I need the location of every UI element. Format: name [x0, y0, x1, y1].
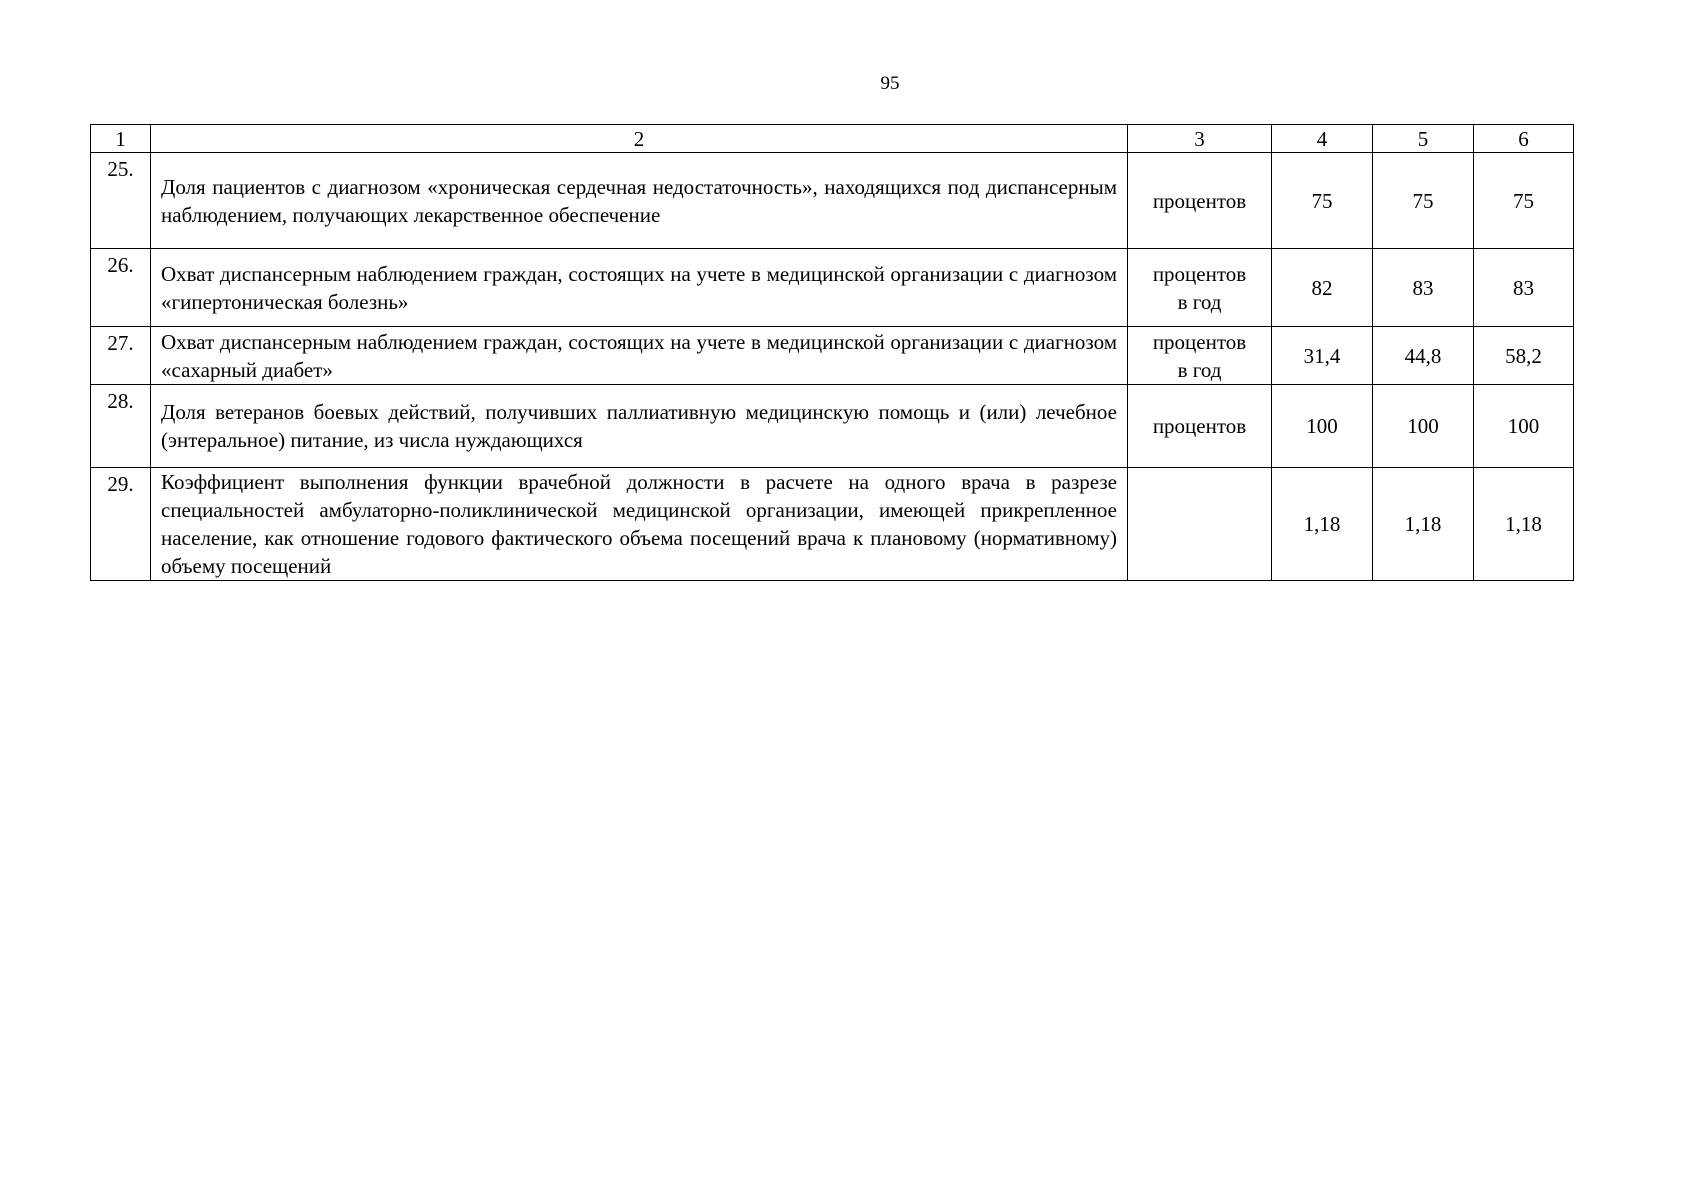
value-col-5: 75 — [1373, 153, 1474, 249]
value-col-6: 83 — [1474, 249, 1574, 327]
row-number: 27. — [91, 327, 151, 385]
column-header-4: 4 — [1272, 125, 1373, 153]
table-row — [91, 385, 1574, 468]
value-col-6: 58,2 — [1474, 327, 1574, 385]
table-header-row — [91, 125, 1574, 153]
value-col-6: 100 — [1474, 385, 1574, 468]
unit-line: процентов — [1152, 329, 1247, 354]
value-col-4: 100 — [1272, 385, 1373, 468]
unit-cell — [1128, 153, 1272, 249]
column-header-1: 1 — [91, 125, 151, 153]
table-row — [91, 249, 1574, 327]
unit-line: процентов — [1152, 261, 1247, 286]
page-number: 95 — [880, 73, 900, 94]
value-col-5: 100 — [1373, 385, 1474, 468]
indicator-text: Доля ветеранов боевых действий, получивших паллиативную медицинскую помощь и (или) лечебное (энтеральное) питание, из числа нуждающихся — [151, 385, 1128, 468]
unit-line: в год — [1177, 357, 1222, 382]
table-row — [91, 153, 1574, 249]
indicator-text: Доля пациентов с диагнозом «хроническая сердечная недостаточность», находящихся под диспансерным наблюдением, получающих лекарственное обеспечение — [151, 153, 1128, 249]
row-number: 28. — [91, 385, 151, 468]
table-row — [91, 327, 1574, 385]
value-col-6: 1,18 — [1474, 468, 1574, 581]
indicator-text: Охват диспансерным наблюдением граждан, состоящих на учете в медицинской организации с диагнозом «гипертоническая болезнь» — [151, 249, 1128, 327]
unit-cell — [1128, 468, 1272, 581]
indicator-text: Коэффициент выполнения функции врачебной должности в расчете на одного врача в разрезе специальностей амбулаторно-поликлинической медицинской организации, имеющей прикрепленное население, как отношение годового фактического объема посещений врача к плановому (нормативному) объему посещений — [151, 468, 1128, 581]
unit-cell — [1128, 327, 1272, 385]
value-col-4: 31,4 — [1272, 327, 1373, 385]
row-number: 29. — [91, 468, 151, 581]
column-header-2: 2 — [151, 125, 1128, 153]
unit-cell — [1128, 249, 1272, 327]
value-col-4: 82 — [1272, 249, 1373, 327]
value-col-5: 83 — [1373, 249, 1474, 327]
value-col-5: 44,8 — [1373, 327, 1474, 385]
row-number: 25. — [91, 153, 151, 249]
indicator-text: Охват диспансерным наблюдением граждан, состоящих на учете в медицинской организации с диагнозом «сахарный диабет» — [151, 327, 1128, 385]
unit-line: процентов — [1152, 414, 1247, 438]
value-col-4: 75 — [1272, 153, 1373, 249]
column-header-3: 3 — [1128, 125, 1272, 153]
unit-cell — [1128, 385, 1272, 468]
unit-line: в год — [1177, 289, 1222, 314]
value-col-5: 1,18 — [1373, 468, 1474, 581]
table-row — [91, 468, 1574, 581]
column-header-5: 5 — [1373, 125, 1474, 153]
unit-line: процентов — [1152, 188, 1247, 213]
row-number: 26. — [91, 249, 151, 327]
indicator-table — [90, 124, 1574, 581]
value-col-4: 1,18 — [1272, 468, 1373, 581]
column-header-6: 6 — [1474, 125, 1574, 153]
value-col-6: 75 — [1474, 153, 1574, 249]
